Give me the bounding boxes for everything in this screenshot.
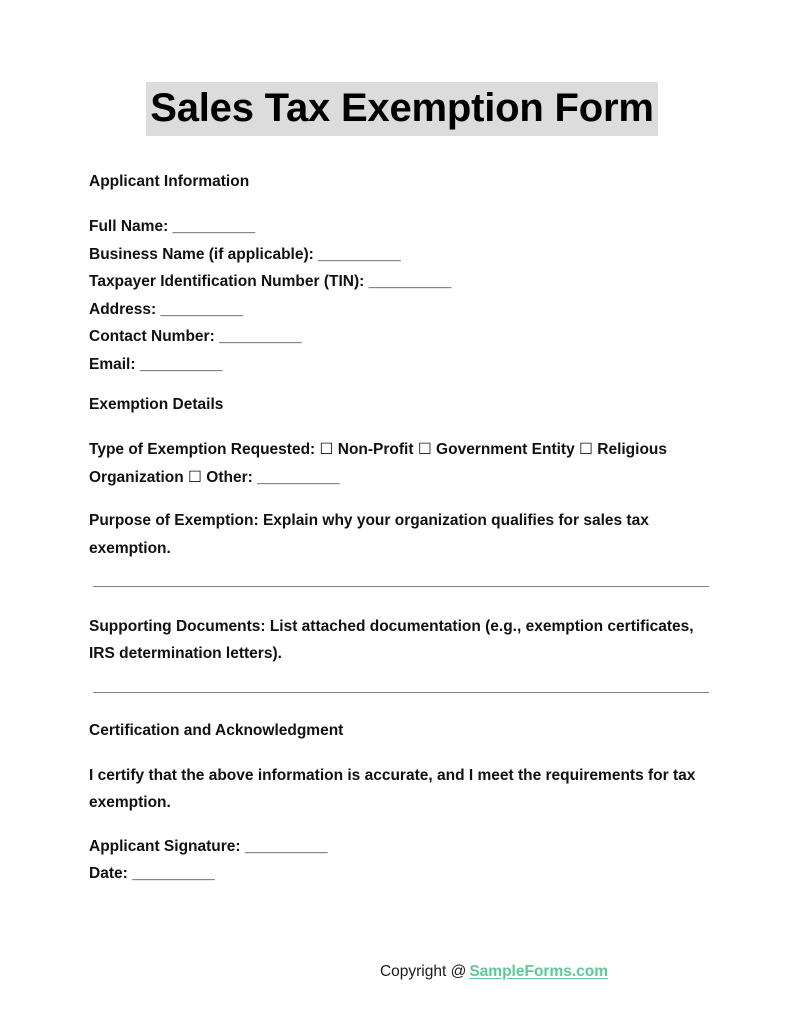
field-label-tin: Taxpayer Identification Number (TIN): xyxy=(89,273,365,291)
field-full-name xyxy=(89,213,713,241)
spacer xyxy=(89,587,713,613)
option-label-non-profit: Non-Profit xyxy=(337,441,414,459)
field-blank-tin[interactable]: __________ xyxy=(368,273,451,291)
footer xyxy=(0,963,804,981)
field-label-email: Email: xyxy=(89,355,136,373)
footer-inner xyxy=(380,963,608,981)
certification-statement: I certify that the above information is accurate, and I meet the requirements for tax exemption. xyxy=(89,766,696,812)
option-label-government-entity: Government Entity xyxy=(436,441,575,459)
field-applicant-signature xyxy=(89,833,713,861)
field-blank-business-name[interactable]: __________ xyxy=(318,245,401,263)
applicant-fields-group xyxy=(89,213,713,379)
checkbox-non-profit-icon[interactable]: ☐ xyxy=(319,441,334,459)
field-label-business-name: Business Name (if applicable): xyxy=(89,245,314,263)
signature-fields-group xyxy=(89,833,713,888)
field-address xyxy=(89,296,713,324)
field-label-full-name: Full Name: xyxy=(89,217,169,235)
checkbox-religious-organization-icon[interactable]: ☐ xyxy=(579,441,593,459)
spacer xyxy=(89,378,713,395)
field-date xyxy=(89,860,713,888)
field-blank-address[interactable]: __________ xyxy=(160,300,243,318)
exemption-type-line xyxy=(89,436,713,491)
spacer xyxy=(89,693,713,721)
option-label-other: Other: xyxy=(206,468,253,486)
checkbox-other-icon[interactable]: ☐ xyxy=(188,468,202,486)
field-blank-date[interactable]: __________ xyxy=(132,865,215,883)
field-email xyxy=(89,351,713,379)
option-label-religious-organization: Religious Organization xyxy=(89,441,668,486)
spacer xyxy=(89,668,713,692)
page-title-container xyxy=(0,82,804,136)
spacer xyxy=(89,817,713,833)
supporting-documents-text: Supporting Documents: List attached documentation (e.g., exemption certificates, IRS determination letters). xyxy=(89,618,694,663)
field-blank-other[interactable]: __________ xyxy=(257,468,340,486)
section-heading-applicant-information: Applicant Information xyxy=(89,173,250,190)
field-blank-applicant-signature[interactable]: __________ xyxy=(244,837,328,855)
field-label-applicant-signature: Applicant Signature: xyxy=(89,837,241,855)
document-body xyxy=(89,172,713,888)
field-label-contact-number: Contact Number: xyxy=(89,328,215,346)
exemption-type-label: Type of Exemption Requested: xyxy=(89,441,316,459)
field-contact-number xyxy=(89,323,713,351)
spacer xyxy=(89,491,713,507)
field-blank-email[interactable]: __________ xyxy=(139,355,223,373)
field-business-name xyxy=(89,241,713,269)
checkbox-government-entity-icon[interactable]: ☐ xyxy=(417,441,432,459)
field-blank-contact-number[interactable]: __________ xyxy=(219,328,302,346)
page-title: Sales Tax Exemption Form xyxy=(146,82,658,136)
section-heading-exemption-details: Exemption Details xyxy=(89,396,224,414)
sampleforms-link[interactable]: SampleForms.com xyxy=(469,963,609,980)
purpose-of-exemption-text: Purpose of Exemption: Explain why your organization qualifies for sales tax exemption. xyxy=(89,512,649,557)
spacer xyxy=(89,562,713,586)
field-label-date: Date: xyxy=(89,865,128,883)
field-label-address: Address: xyxy=(89,300,157,318)
copyright-text: Copyright @ xyxy=(379,963,467,980)
field-tin xyxy=(89,268,713,296)
field-blank-full-name[interactable]: __________ xyxy=(172,217,255,235)
section-heading-certification: Certification and Acknowledgment xyxy=(89,721,344,739)
